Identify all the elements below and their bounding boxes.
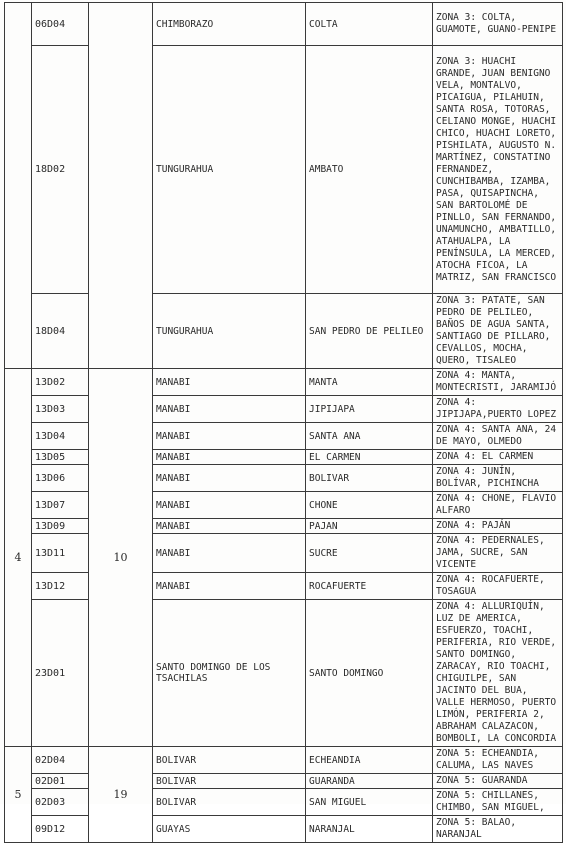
- zone-cell: ZONA 5: ECHEANDIA, CALUMA, LAS NAVES: [433, 747, 563, 774]
- table-row: [5, 519, 563, 534]
- zone-cell: ZONA 4: MANTA, MONTECRISTI, JARAMIJÓ: [433, 369, 563, 396]
- canton-cell: BOLIVAR: [306, 465, 433, 492]
- district-code: 13D05: [32, 450, 89, 465]
- table-row: [5, 3, 563, 46]
- table-row: [5, 774, 563, 789]
- zone-cell: ZONA 3: PATATE, SAN PEDRO DE PELILEO, BAÑOS DE AGUA SANTA, SANTIAGO DE PILLARO, CEVALLOS, MOCHA, QUERO, TISALEO: [433, 294, 563, 369]
- canton-cell: EL CARMEN: [306, 450, 433, 465]
- district-count: 19: [89, 747, 153, 843]
- canton-cell: JIPIJAPA: [306, 396, 433, 423]
- province-cell: MANABI: [153, 492, 306, 519]
- district-code: 13D03: [32, 396, 89, 423]
- canton-cell: PAJAN: [306, 519, 433, 534]
- district-code: 13D04: [32, 423, 89, 450]
- district-code: 06D04: [32, 3, 89, 46]
- province-cell: MANABI: [153, 396, 306, 423]
- province-cell: MANABI: [153, 450, 306, 465]
- table-row: [5, 450, 563, 465]
- table-row: [5, 600, 563, 747]
- zone-cell: ZONA 4: SANTA ANA, 24 DE MAYO, OLMEDO: [433, 423, 563, 450]
- district-count: 10: [89, 369, 153, 747]
- canton-cell: SANTA ANA: [306, 423, 433, 450]
- zone-cell: ZONA 5: BALAO, NARANJAL: [433, 816, 563, 843]
- table-row: [5, 294, 563, 369]
- province-cell: MANABI: [153, 519, 306, 534]
- table-row: [5, 396, 563, 423]
- canton-cell: COLTA: [306, 3, 433, 46]
- district-code: 09D12: [32, 816, 89, 843]
- district-code: 02D03: [32, 789, 89, 816]
- table-row: [5, 789, 563, 816]
- canton-cell: ECHEANDIA: [306, 747, 433, 774]
- zone-cell: ZONA 4: EL CARMEN: [433, 450, 563, 465]
- province-cell: MANABI: [153, 465, 306, 492]
- province-cell: TUNGURAHUA: [153, 46, 306, 294]
- district-table: [4, 2, 563, 843]
- count-cell: [89, 3, 153, 369]
- canton-cell: ROCAFUERTE: [306, 573, 433, 600]
- canton-cell: MANTA: [306, 369, 433, 396]
- district-code: 02D01: [32, 774, 89, 789]
- province-cell: TUNGURAHUA: [153, 294, 306, 369]
- canton-cell: CHONE: [306, 492, 433, 519]
- district-code: 13D09: [32, 519, 89, 534]
- table-row: [5, 534, 563, 573]
- zone-cell: ZONA 4: ROCAFUERTE, TOSAGUA: [433, 573, 563, 600]
- canton-cell: AMBATO: [306, 46, 433, 294]
- zone-cell: ZONA 5: GUARANDA: [433, 774, 563, 789]
- zone-cell: ZONA 4: PEDERNALES, JAMA, SUCRE, SAN VICENTE: [433, 534, 563, 573]
- district-code: 02D04: [32, 747, 89, 774]
- district-code: 18D04: [32, 294, 89, 369]
- zone-cell: ZONA 3: COLTA, GUAMOTE, GUANO-PENIPE: [433, 3, 563, 46]
- zone-cell: ZONA 4: CHONE, FLAVIO ALFARO: [433, 492, 563, 519]
- table-row: [5, 369, 563, 396]
- province-cell: BOLIVAR: [153, 774, 306, 789]
- province-cell: MANABI: [153, 369, 306, 396]
- province-cell: SANTO DOMINGO DE LOS TSACHILAS: [153, 600, 306, 747]
- table-row: [5, 465, 563, 492]
- district-code: 13D11: [32, 534, 89, 573]
- district-code: 13D07: [32, 492, 89, 519]
- table-row: [5, 747, 563, 774]
- province-cell: BOLIVAR: [153, 747, 306, 774]
- canton-cell: SAN MIGUEL: [306, 789, 433, 816]
- district-code: 18D02: [32, 46, 89, 294]
- table-row: [5, 573, 563, 600]
- district-code: 13D06: [32, 465, 89, 492]
- zone-cell: ZONA 5: CHILLANES, CHIMBO, SAN MIGUEL,: [433, 789, 563, 816]
- canton-cell: SUCRE: [306, 534, 433, 573]
- zone-cell: ZONA 4: JIPIJAPA,PUERTO LOPEZ: [433, 396, 563, 423]
- province-cell: MANABI: [153, 423, 306, 450]
- zone-cell: ZONA 3: HUACHI GRANDE, JUAN BENIGNO VELA, MONTALVO, PICAIGUA, PILAHUIN, SANTA ROSA, TOTORAS, CELIANO MONGE, HUACHI CHICO, HUACHI LORETO, PISHILATA, AUGUSTO N. MARTÍNEZ, CONSTATINO FERNANDEZ, CUNCHIBAMBA, IZAMBA, PASA, QUISAPINCHA, SAN BARTOLOMÉ DE PINLLO, SAN FERNANDO, UNAMUNCHO, AMBATILLO, ATAHUALPA, LA PENÍNSULA, LA MERCED, ATOCHA FICOA, LA MATRIZ, SAN FRANCISCO: [433, 46, 563, 294]
- province-cell: BOLIVAR: [153, 789, 306, 816]
- canton-cell: GUARANDA: [306, 774, 433, 789]
- table-row: [5, 46, 563, 294]
- table-row: [5, 423, 563, 450]
- group-number: 4: [5, 369, 32, 747]
- province-cell: MANABI: [153, 573, 306, 600]
- canton-cell: NARANJAL: [306, 816, 433, 843]
- canton-cell: SANTO DOMINGO: [306, 600, 433, 747]
- canton-cell: SAN PEDRO DE PELILEO: [306, 294, 433, 369]
- province-cell: MANABI: [153, 534, 306, 573]
- district-code: 23D01: [32, 600, 89, 747]
- district-code: 13D12: [32, 573, 89, 600]
- table-row: [5, 492, 563, 519]
- district-code: 13D02: [32, 369, 89, 396]
- group-number: 5: [5, 747, 32, 843]
- province-cell: GUAYAS: [153, 816, 306, 843]
- zone-cell: ZONA 4: PAJÁN: [433, 519, 563, 534]
- table-row: [5, 816, 563, 843]
- zone-cell: ZONA 4: JUNÍN, BOLÍVAR, PICHINCHA: [433, 465, 563, 492]
- province-cell: CHIMBORAZO: [153, 3, 306, 46]
- group-number-cell: [5, 3, 32, 369]
- zone-cell: ZONA 4: ALLURIQUÍN, LUZ DE AMERICA, ESFUERZO, TOACHI, PERIFERIA, RIO VERDE, SANTO DOMINGO, ZARACAY, RIO TOACHI, CHIGUILPE, SAN JACINTO DEL BUA, VALLE HERMOSO, PUERTO LIMÓN, PERIFERIA 2, ABRAHAM CALAZACON, BOMBOLI, LA CONCORDIA: [433, 600, 563, 747]
